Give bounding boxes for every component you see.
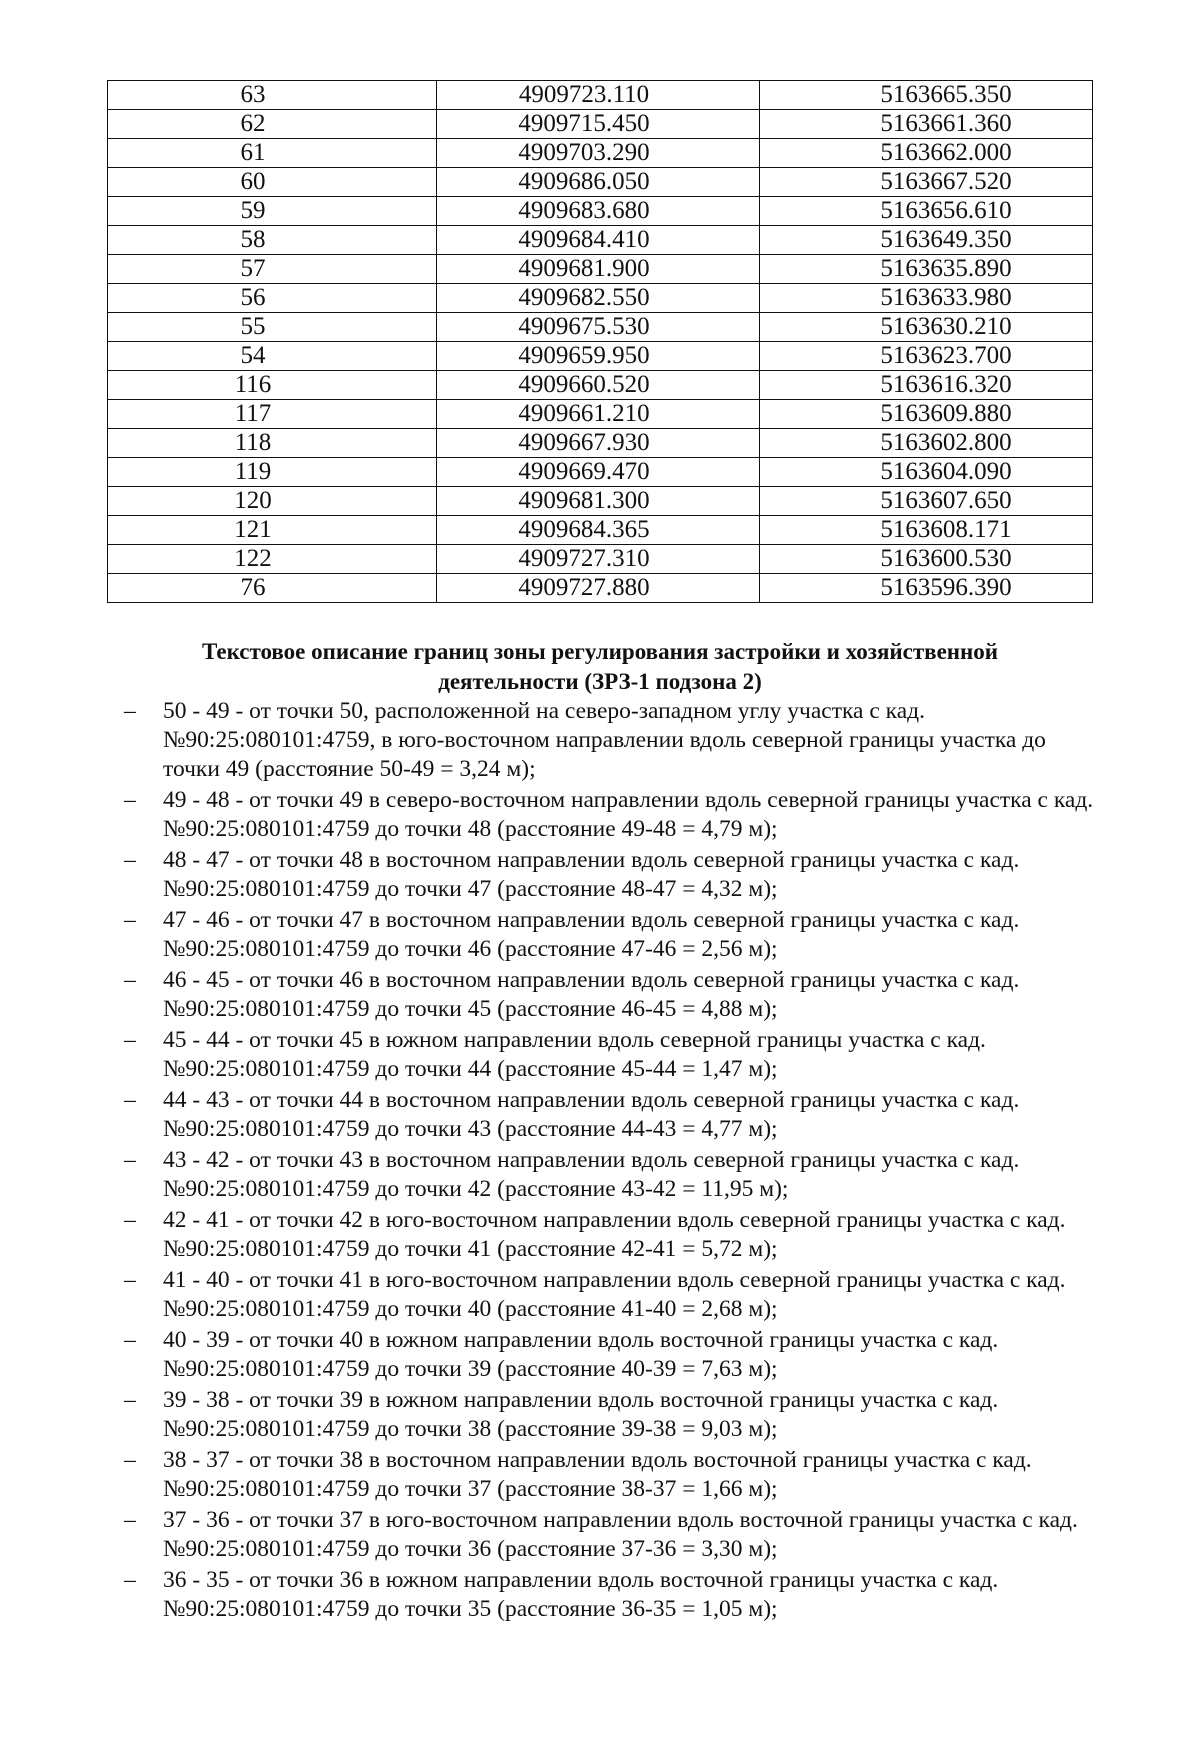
- table-row: [108, 487, 1093, 516]
- x-coordinate-cell: 4909659.950: [437, 342, 760, 371]
- table-row: [108, 197, 1093, 226]
- point-number-cell: 116: [108, 371, 437, 400]
- point-number-cell: 61: [108, 139, 437, 168]
- boundary-description-list: [110, 697, 1100, 1626]
- y-coordinate-cell: 5163616.320: [760, 371, 1093, 400]
- bullet-dash: –: [124, 847, 136, 873]
- x-coordinate-cell: 4909683.680: [437, 197, 760, 226]
- bullet-dash: –: [124, 1027, 136, 1053]
- table-row: [108, 342, 1093, 371]
- y-coordinate-cell: 5163633.980: [760, 284, 1093, 313]
- point-number-cell: 54: [108, 342, 437, 371]
- table-row: [108, 139, 1093, 168]
- table-row: [108, 400, 1093, 429]
- list-item: [110, 1446, 1100, 1504]
- y-coordinate-cell: 5163600.530: [760, 545, 1093, 574]
- y-coordinate-cell: 5163604.090: [760, 458, 1093, 487]
- list-item-text: 46 - 45 - от точки 46 в восточном направлении вдоль северной границы участка с кад. №90:25:080101:4759 до точки 45 (расстояние 46-45 = 4,88 м);: [163, 967, 1020, 1022]
- bullet-dash: –: [124, 1507, 136, 1533]
- x-coordinate-cell: 4909675.530: [437, 313, 760, 342]
- list-item: [110, 1266, 1100, 1324]
- y-coordinate-cell: 5163607.650: [760, 487, 1093, 516]
- y-coordinate-cell: 5163609.880: [760, 400, 1093, 429]
- list-item-text: 36 - 35 - от точки 36 в южном направлении вдоль восточной границы участка с кад. №90:25:080101:4759 до точки 35 (расстояние 36-35 = 1,05 м);: [163, 1567, 999, 1622]
- point-number-cell: 56: [108, 284, 437, 313]
- x-coordinate-cell: 4909723.110: [437, 81, 760, 110]
- list-item-text: 48 - 47 - от точки 48 в восточном направлении вдоль северной границы участка с кад. №90:25:080101:4759 до точки 47 (расстояние 48-47 = 4,32 м);: [163, 847, 1020, 902]
- x-coordinate-cell: 4909681.900: [437, 255, 760, 284]
- table-row: [108, 429, 1093, 458]
- table-row: [108, 255, 1093, 284]
- list-item-text: 37 - 36 - от точки 37 в юго-восточном направлении вдоль восточной границы участка с кад. №90:25:080101:4759 до точки 36 (расстояние 37-36 = 3,30 м);: [163, 1507, 1078, 1562]
- list-item-text: 43 - 42 - от точки 43 в восточном направлении вдоль северной границы участка с кад. №90:25:080101:4759 до точки 42 (расстояние 43-42 = 11,95 м);: [163, 1147, 1020, 1202]
- table-row: [108, 226, 1093, 255]
- table-row: [108, 545, 1093, 574]
- bullet-dash: –: [124, 1147, 136, 1173]
- y-coordinate-cell: 5163656.610: [760, 197, 1093, 226]
- y-coordinate-cell: 5163662.000: [760, 139, 1093, 168]
- list-item-text: 40 - 39 - от точки 40 в южном направлении вдоль восточной границы участка с кад. №90:25:080101:4759 до точки 39 (расстояние 40-39 = 7,63 м);: [163, 1327, 999, 1382]
- list-item-text: 42 - 41 - от точки 42 в юго-восточном направлении вдоль северной границы участка с кад. №90:25:080101:4759 до точки 41 (расстояние 42-41 = 5,72 м);: [163, 1207, 1066, 1262]
- point-number-cell: 121: [108, 516, 437, 545]
- bullet-dash: –: [124, 1267, 136, 1293]
- bullet-dash: –: [124, 907, 136, 933]
- y-coordinate-cell: 5163630.210: [760, 313, 1093, 342]
- y-coordinate-cell: 5163665.350: [760, 81, 1093, 110]
- bullet-dash: –: [124, 1567, 136, 1593]
- point-number-cell: 62: [108, 110, 437, 139]
- list-item: [110, 1326, 1100, 1384]
- list-item-text: 38 - 37 - от точки 38 в восточном направлении вдоль восточной границы участка с кад. №90:25:080101:4759 до точки 37 (расстояние 38-37 = 1,66 м);: [163, 1447, 1032, 1502]
- point-number-cell: 55: [108, 313, 437, 342]
- bullet-dash: –: [124, 1387, 136, 1413]
- x-coordinate-cell: 4909727.310: [437, 545, 760, 574]
- list-item: [110, 846, 1100, 904]
- x-coordinate-cell: 4909686.050: [437, 168, 760, 197]
- y-coordinate-cell: 5163608.171: [760, 516, 1093, 545]
- y-coordinate-cell: 5163596.390: [760, 574, 1093, 603]
- section-title: [120, 637, 1080, 697]
- x-coordinate-cell: 4909660.520: [437, 371, 760, 400]
- bullet-dash: –: [124, 967, 136, 993]
- x-coordinate-cell: 4909667.930: [437, 429, 760, 458]
- y-coordinate-cell: 5163667.520: [760, 168, 1093, 197]
- list-item: [110, 1386, 1100, 1444]
- x-coordinate-cell: 4909715.450: [437, 110, 760, 139]
- table-row: [108, 371, 1093, 400]
- table-row: [108, 313, 1093, 342]
- x-coordinate-cell: 4909669.470: [437, 458, 760, 487]
- table-row: [108, 81, 1093, 110]
- y-coordinate-cell: 5163623.700: [760, 342, 1093, 371]
- coordinates-table: [107, 80, 1093, 603]
- x-coordinate-cell: 4909661.210: [437, 400, 760, 429]
- y-coordinate-cell: 5163649.350: [760, 226, 1093, 255]
- list-item: [110, 1026, 1100, 1084]
- list-item: [110, 1566, 1100, 1624]
- list-item-text: 39 - 38 - от точки 39 в южном направлении вдоль восточной границы участка с кад. №90:25:080101:4759 до точки 38 (расстояние 39-38 = 9,03 м);: [163, 1387, 999, 1442]
- point-number-cell: 76: [108, 574, 437, 603]
- point-number-cell: 59: [108, 197, 437, 226]
- table-row: [108, 574, 1093, 603]
- point-number-cell: 119: [108, 458, 437, 487]
- x-coordinate-cell: 4909684.410: [437, 226, 760, 255]
- list-item-text: 50 - 49 - от точки 50, расположенной на северо-западном углу участка с кад. №90:25:080101:4759, в юго-восточном направлении вдоль северной границы участка до точки 49 (расстояние 50-49 = 3,24 м);: [163, 698, 1046, 782]
- section-title-line-2: деятельности (ЗРЗ-1 подзона 2): [438, 669, 762, 694]
- y-coordinate-cell: 5163661.360: [760, 110, 1093, 139]
- x-coordinate-cell: 4909703.290: [437, 139, 760, 168]
- x-coordinate-cell: 4909681.300: [437, 487, 760, 516]
- list-item-text: 44 - 43 - от точки 44 в восточном направлении вдоль северной границы участка с кад. №90:25:080101:4759 до точки 43 (расстояние 44-43 = 4,77 м);: [163, 1087, 1020, 1142]
- bullet-dash: –: [124, 1087, 136, 1113]
- point-number-cell: 120: [108, 487, 437, 516]
- bullet-dash: –: [124, 1207, 136, 1233]
- y-coordinate-cell: 5163602.800: [760, 429, 1093, 458]
- list-item-text: 49 - 48 - от точки 49 в северо-восточном направлении вдоль северной границы участка с кад. №90:25:080101:4759 до точки 48 (расстояние 49-48 = 4,79 м);: [163, 787, 1094, 842]
- coordinates-table-body: [108, 81, 1093, 603]
- y-coordinate-cell: 5163635.890: [760, 255, 1093, 284]
- table-row: [108, 284, 1093, 313]
- table-row: [108, 458, 1093, 487]
- list-item-text: 47 - 46 - от точки 47 в восточном направлении вдоль северной границы участка с кад. №90:25:080101:4759 до точки 46 (расстояние 47-46 = 2,56 м);: [163, 907, 1020, 962]
- bullet-dash: –: [124, 1327, 136, 1353]
- point-number-cell: 60: [108, 168, 437, 197]
- point-number-cell: 63: [108, 81, 437, 110]
- list-item: [110, 1506, 1100, 1564]
- point-number-cell: 117: [108, 400, 437, 429]
- point-number-cell: 57: [108, 255, 437, 284]
- list-item: [110, 1086, 1100, 1144]
- x-coordinate-cell: 4909684.365: [437, 516, 760, 545]
- table-row: [108, 516, 1093, 545]
- x-coordinate-cell: 4909727.880: [437, 574, 760, 603]
- list-item: [110, 1206, 1100, 1264]
- list-item: [110, 966, 1100, 1024]
- point-number-cell: 118: [108, 429, 437, 458]
- point-number-cell: 58: [108, 226, 437, 255]
- list-item: [110, 697, 1100, 784]
- bullet-dash: –: [124, 1447, 136, 1473]
- list-item-text: 45 - 44 - от точки 45 в южном направлении вдоль северной границы участка с кад. №90:25:080101:4759 до точки 44 (расстояние 45-44 = 1,47 м);: [163, 1027, 986, 1082]
- list-item: [110, 906, 1100, 964]
- bullet-dash: –: [124, 787, 136, 813]
- bullet-dash: –: [124, 698, 136, 724]
- x-coordinate-cell: 4909682.550: [437, 284, 760, 313]
- list-item-text: 41 - 40 - от точки 41 в юго-восточном направлении вдоль северной границы участка с кад. №90:25:080101:4759 до точки 40 (расстояние 41-40 = 2,68 м);: [163, 1267, 1066, 1322]
- list-item: [110, 786, 1100, 844]
- table-row: [108, 168, 1093, 197]
- section-title-line-1: Текстовое описание границ зоны регулирования застройки и хозяйственной: [201, 639, 999, 664]
- list-item: [110, 1146, 1100, 1204]
- table-row: [108, 110, 1093, 139]
- point-number-cell: 122: [108, 545, 437, 574]
